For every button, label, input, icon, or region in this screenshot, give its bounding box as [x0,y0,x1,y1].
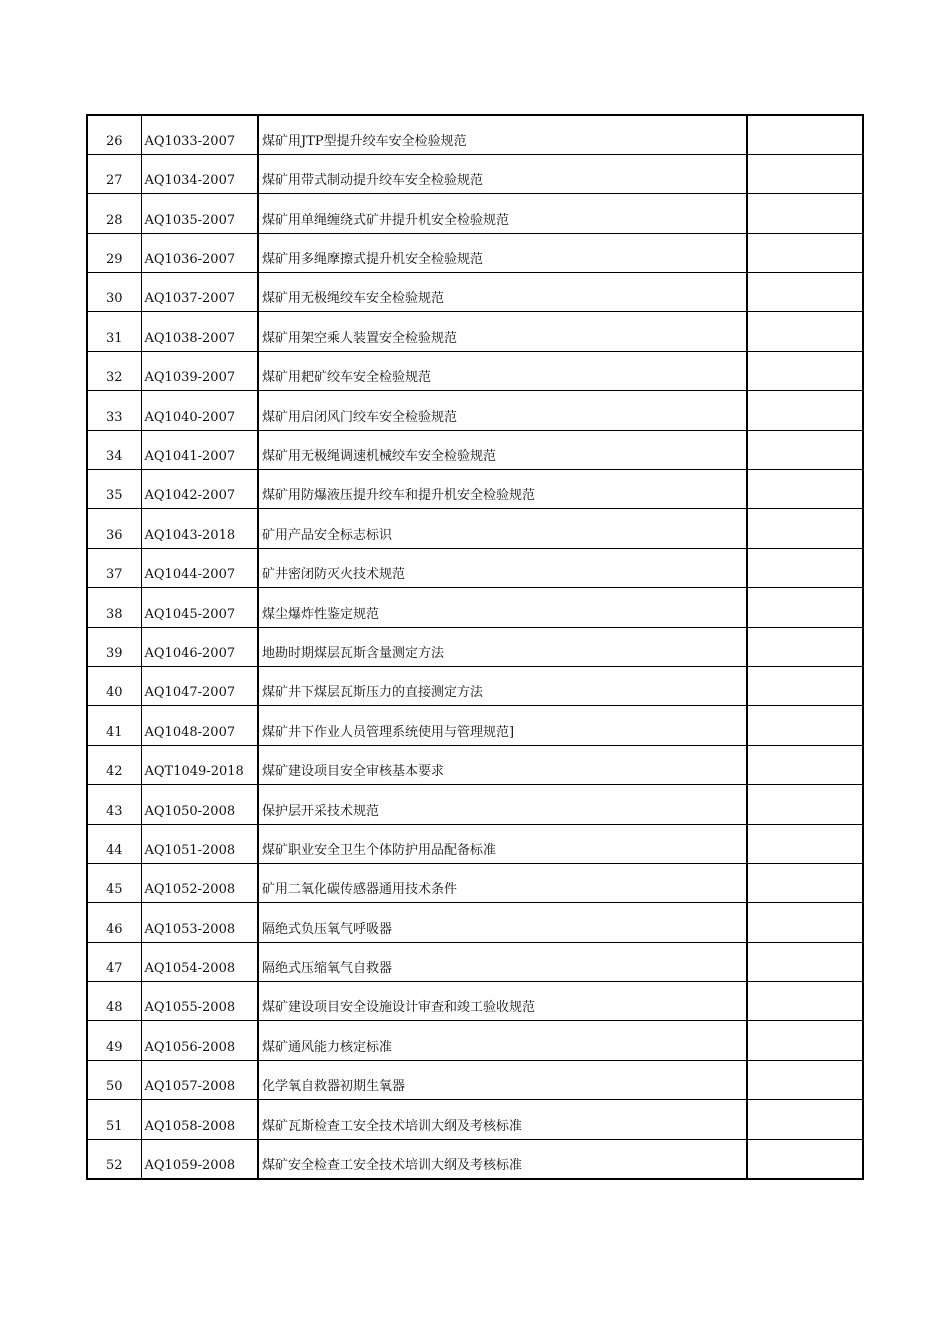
table-row [87,470,863,509]
remarks-cell [747,745,863,784]
remarks-cell [747,588,863,627]
standard-code-cell: AQ1057-2008 [141,1060,258,1099]
remarks-cell [747,509,863,548]
table-row [87,982,863,1021]
standard-name-cell: 矿用产品安全标志标识 [258,509,747,548]
table-row [87,824,863,863]
standard-code-cell: AQ1055-2008 [141,982,258,1021]
row-number-cell: 34 [87,430,141,469]
standard-name-cell: 煤矿瓦斯检查工安全技术培训大纲及考核标准 [258,1100,747,1139]
remarks-cell [747,942,863,981]
remarks-cell [747,470,863,509]
table-row [87,312,863,351]
row-number-cell: 43 [87,785,141,824]
row-number-cell: 31 [87,312,141,351]
standard-code-cell: AQ1041-2007 [141,430,258,469]
table-row [87,1100,863,1139]
row-number-cell: 44 [87,824,141,863]
standard-name-cell: 煤矿用无极绳绞车安全检验规范 [258,273,747,312]
standard-code-cell: AQ1045-2007 [141,588,258,627]
standard-code-cell: AQ1058-2008 [141,1100,258,1139]
remarks-cell [747,1060,863,1099]
table-row [87,115,863,154]
remarks-cell [747,627,863,666]
row-number-cell: 30 [87,273,141,312]
standard-code-cell: AQ1033-2007 [141,115,258,154]
table-row [87,785,863,824]
standard-code-cell: AQ1044-2007 [141,548,258,587]
standard-code-cell: AQ1059-2008 [141,1139,258,1178]
remarks-cell [747,785,863,824]
table-row [87,509,863,548]
remarks-cell [747,903,863,942]
standard-name-cell: 煤矿建设项目安全审核基本要求 [258,745,747,784]
standard-name-cell: 煤矿用架空乘人装置安全检验规范 [258,312,747,351]
remarks-cell [747,273,863,312]
standard-code-cell: AQ1036-2007 [141,233,258,272]
remarks-cell [747,1100,863,1139]
standard-name-cell: 煤矿职业安全卫生个体防护用品配备标准 [258,824,747,863]
standard-code-cell: AQ1040-2007 [141,391,258,430]
standard-name-cell: 煤矿用启闭风门绞车安全检验规范 [258,391,747,430]
standard-name-cell: 煤矿用防爆液压提升绞车和提升机安全检验规范 [258,470,747,509]
standard-code-cell: AQ1046-2007 [141,627,258,666]
table-row [87,154,863,193]
row-number-cell: 42 [87,745,141,784]
row-number-cell: 28 [87,194,141,233]
remarks-cell [747,1021,863,1060]
standard-name-cell: 矿用二氧化碳传感器通用技术条件 [258,863,747,902]
standard-code-cell: AQ1048-2007 [141,706,258,745]
table-row [87,391,863,430]
standard-name-cell: 煤矿用JTP型提升绞车安全检验规范 [258,115,747,154]
row-number-cell: 39 [87,627,141,666]
standard-code-cell: AQ1042-2007 [141,470,258,509]
standard-name-cell: 煤矿用单绳缠绕式矿井提升机安全检验规范 [258,194,747,233]
remarks-cell [747,1139,863,1178]
standard-name-cell: 矿井密闭防灭火技术规范 [258,548,747,587]
row-number-cell: 41 [87,706,141,745]
table-row [87,548,863,587]
standard-name-cell: 煤矿井下作业人员管理系统使用与管理规范] [258,706,747,745]
standard-name-cell: 地勘时期煤层瓦斯含量测定方法 [258,627,747,666]
row-number-cell: 38 [87,588,141,627]
remarks-cell [747,194,863,233]
table-row [87,863,863,902]
standard-name-cell: 化学氧自救器初期生氧器 [258,1060,747,1099]
table-row [87,903,863,942]
table-row [87,351,863,390]
remarks-cell [747,863,863,902]
table-row [87,1060,863,1099]
standard-code-cell: AQ1054-2008 [141,942,258,981]
remarks-cell [747,706,863,745]
row-number-cell: 26 [87,115,141,154]
remarks-cell [747,824,863,863]
row-number-cell: 48 [87,982,141,1021]
standard-name-cell: 煤尘爆炸性鉴定规范 [258,588,747,627]
standard-code-cell: AQ1037-2007 [141,273,258,312]
remarks-cell [747,430,863,469]
standard-name-cell: 煤矿用耙矿绞车安全检验规范 [258,351,747,390]
standard-name-cell: 煤矿用多绳摩擦式提升机安全检验规范 [258,233,747,272]
table-row [87,942,863,981]
standard-name-cell: 煤矿通风能力核定标准 [258,1021,747,1060]
row-number-cell: 46 [87,903,141,942]
table-row [87,706,863,745]
row-number-cell: 27 [87,154,141,193]
standard-name-cell: 隔绝式负压氧气呼吸器 [258,903,747,942]
row-number-cell: 52 [87,1139,141,1178]
table-row [87,430,863,469]
standard-name-cell: 煤矿安全检查工安全技术培训大纲及考核标准 [258,1139,747,1178]
row-number-cell: 36 [87,509,141,548]
row-number-cell: 37 [87,548,141,587]
row-number-cell: 47 [87,942,141,981]
standard-code-cell: AQ1038-2007 [141,312,258,351]
standard-name-cell: 煤矿用无极绳调速机械绞车安全检验规范 [258,430,747,469]
standard-name-cell: 隔绝式压缩氧气自救器 [258,942,747,981]
standard-code-cell: AQ1039-2007 [141,351,258,390]
standards-table-body [87,115,863,1179]
table-row [87,745,863,784]
remarks-cell [747,391,863,430]
row-number-cell: 33 [87,391,141,430]
standard-code-cell: AQ1050-2008 [141,785,258,824]
row-number-cell: 40 [87,666,141,705]
standard-name-cell: 煤矿井下煤层瓦斯压力的直接测定方法 [258,666,747,705]
standard-code-cell: AQ1051-2008 [141,824,258,863]
remarks-cell [747,312,863,351]
row-number-cell: 45 [87,863,141,902]
remarks-cell [747,233,863,272]
standard-name-cell: 煤矿用带式制动提升绞车安全检验规范 [258,154,747,193]
row-number-cell: 50 [87,1060,141,1099]
remarks-cell [747,154,863,193]
standard-code-cell: AQ1056-2008 [141,1021,258,1060]
standard-code-cell: AQ1053-2008 [141,903,258,942]
remarks-cell [747,351,863,390]
table-row [87,588,863,627]
standard-code-cell: AQT1049-2018 [141,745,258,784]
table-row [87,273,863,312]
table-row [87,1139,863,1178]
row-number-cell: 49 [87,1021,141,1060]
standard-code-cell: AQ1047-2007 [141,666,258,705]
table-row [87,666,863,705]
table-row [87,1021,863,1060]
remarks-cell [747,982,863,1021]
standards-table [86,114,864,1180]
standard-code-cell: AQ1043-2018 [141,509,258,548]
row-number-cell: 51 [87,1100,141,1139]
standard-code-cell: AQ1034-2007 [141,154,258,193]
table-row [87,627,863,666]
standard-code-cell: AQ1052-2008 [141,863,258,902]
standard-name-cell: 煤矿建设项目安全设施设计审查和竣工验收规范 [258,982,747,1021]
row-number-cell: 32 [87,351,141,390]
row-number-cell: 29 [87,233,141,272]
table-row [87,194,863,233]
remarks-cell [747,666,863,705]
remarks-cell [747,548,863,587]
row-number-cell: 35 [87,470,141,509]
standard-code-cell: AQ1035-2007 [141,194,258,233]
table-row [87,233,863,272]
standard-name-cell: 保护层开采技术规范 [258,785,747,824]
remarks-cell [747,115,863,154]
